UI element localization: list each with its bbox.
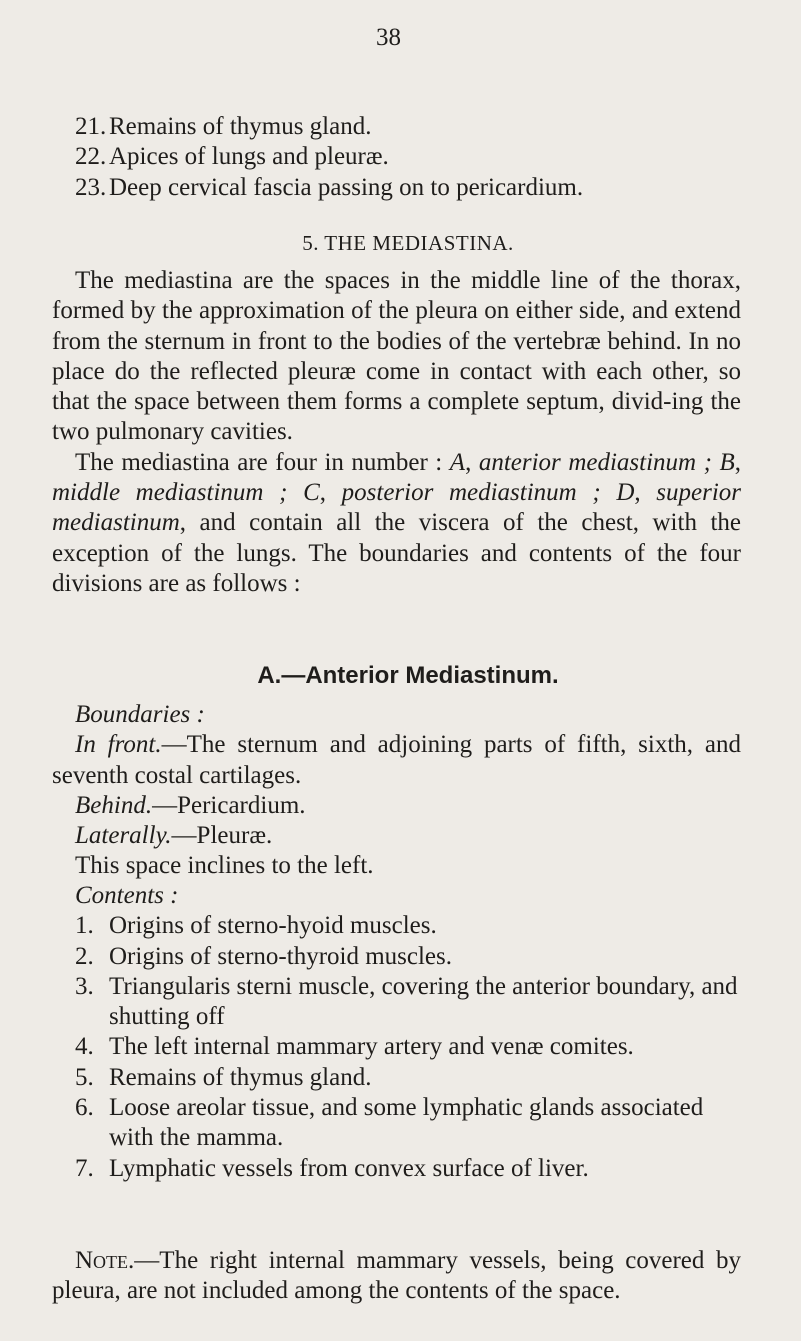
contents-item (75, 1154, 741, 1184)
contents-item-number: 5. (75, 1063, 94, 1091)
contents-item (75, 942, 741, 972)
page-number: 38 (376, 24, 401, 51)
boundary-behind: Behind.—Pericardium. (75, 791, 306, 819)
contents-item-text: Origins of sterno-hyoid muscles. (109, 912, 437, 940)
contents-block (75, 881, 741, 1184)
intro-paragraph-1: The mediastina are the spaces in the middle line of the thorax, formed by the approximation of the pleura on either side, and extend from the sternum in front to the bodies of the vertebræ behind. In no place do the reflected pleuræ come in contact with each other, so that the space between them forms a complete septum, divid-ing the two pulmonary cavities. (52, 267, 741, 446)
contents-item (75, 972, 741, 1033)
list-item (75, 112, 741, 142)
boundary-laterally: Laterally.—Pleuræ. (75, 822, 273, 850)
contents-item (75, 1032, 741, 1062)
contents-label: Contents : (75, 882, 179, 909)
contents-item (75, 1063, 741, 1093)
contents-item-number: 3. (75, 972, 94, 1000)
list-item (75, 173, 741, 203)
list-item-number: 23. (75, 173, 107, 201)
note-label: Note. (75, 1247, 135, 1274)
list-item-number: 22. (75, 143, 107, 171)
boundaries-block (52, 700, 741, 882)
intro-paragraph-2: The mediastina are four in number : A, anterior mediastinum ; B, middle mediastinum ; C, posterior mediastinum ; D, superior mediastinum, and contain all the viscera of the chest, with the exception of the lungs. The boundaries and contents of the four divisions are as follows : (52, 448, 742, 597)
contents-item-text: Lymphatic vessels from convex surface of liver. (109, 1154, 589, 1182)
contents-item-text: Triangularis sterni muscle, covering the anterior boundary, and shutting off (109, 972, 738, 1031)
boundaries-label: Boundaries : (75, 701, 205, 728)
list-item-text: Remains of thymus gland. (109, 113, 372, 140)
list-item-text: Apices of lungs and pleuræ. (109, 143, 389, 171)
contents-item-text: The left internal mammary artery and venæ comites. (109, 1033, 634, 1061)
note-block (52, 1246, 741, 1307)
boundary-front: In front.—The sternum and adjoining parts of fifth, sixth, and seventh costal cartilages. (52, 731, 741, 789)
contents-item-text: Loose areolar tissue, and some lymphatic glands associated with the mamma. (109, 1094, 704, 1152)
contents-item-number: 6. (75, 1094, 94, 1122)
contents-item-number: 1. (75, 912, 94, 940)
contents-item-text: Origins of sterno-thyroid muscles. (109, 942, 453, 970)
incline-text: This space inclines to the left. (75, 852, 374, 880)
note-paragraph (52, 1246, 741, 1307)
contents-item (75, 911, 741, 941)
contents-item-number: 4. (75, 1033, 94, 1061)
list-item (75, 142, 741, 172)
section-heading: 5. THE MEDIASTINA. (302, 231, 514, 255)
note-text: —The right internal mammary vessels, being covered by pleura, are not included among the contents of the space. (52, 1247, 741, 1305)
list-item-text: Deep cervical fascia passing on to pericardium. (109, 173, 584, 201)
contents-item-number: 2. (75, 942, 94, 970)
top-list (75, 112, 741, 203)
contents-item-text: Remains of thymus gland. (109, 1063, 372, 1091)
contents-item (75, 1093, 741, 1154)
contents-item-number: 7. (75, 1154, 94, 1182)
subsection-heading: A.—Anterior Mediastinum. (257, 662, 559, 689)
intro-text (52, 266, 741, 599)
list-item-number: 21. (75, 113, 107, 140)
